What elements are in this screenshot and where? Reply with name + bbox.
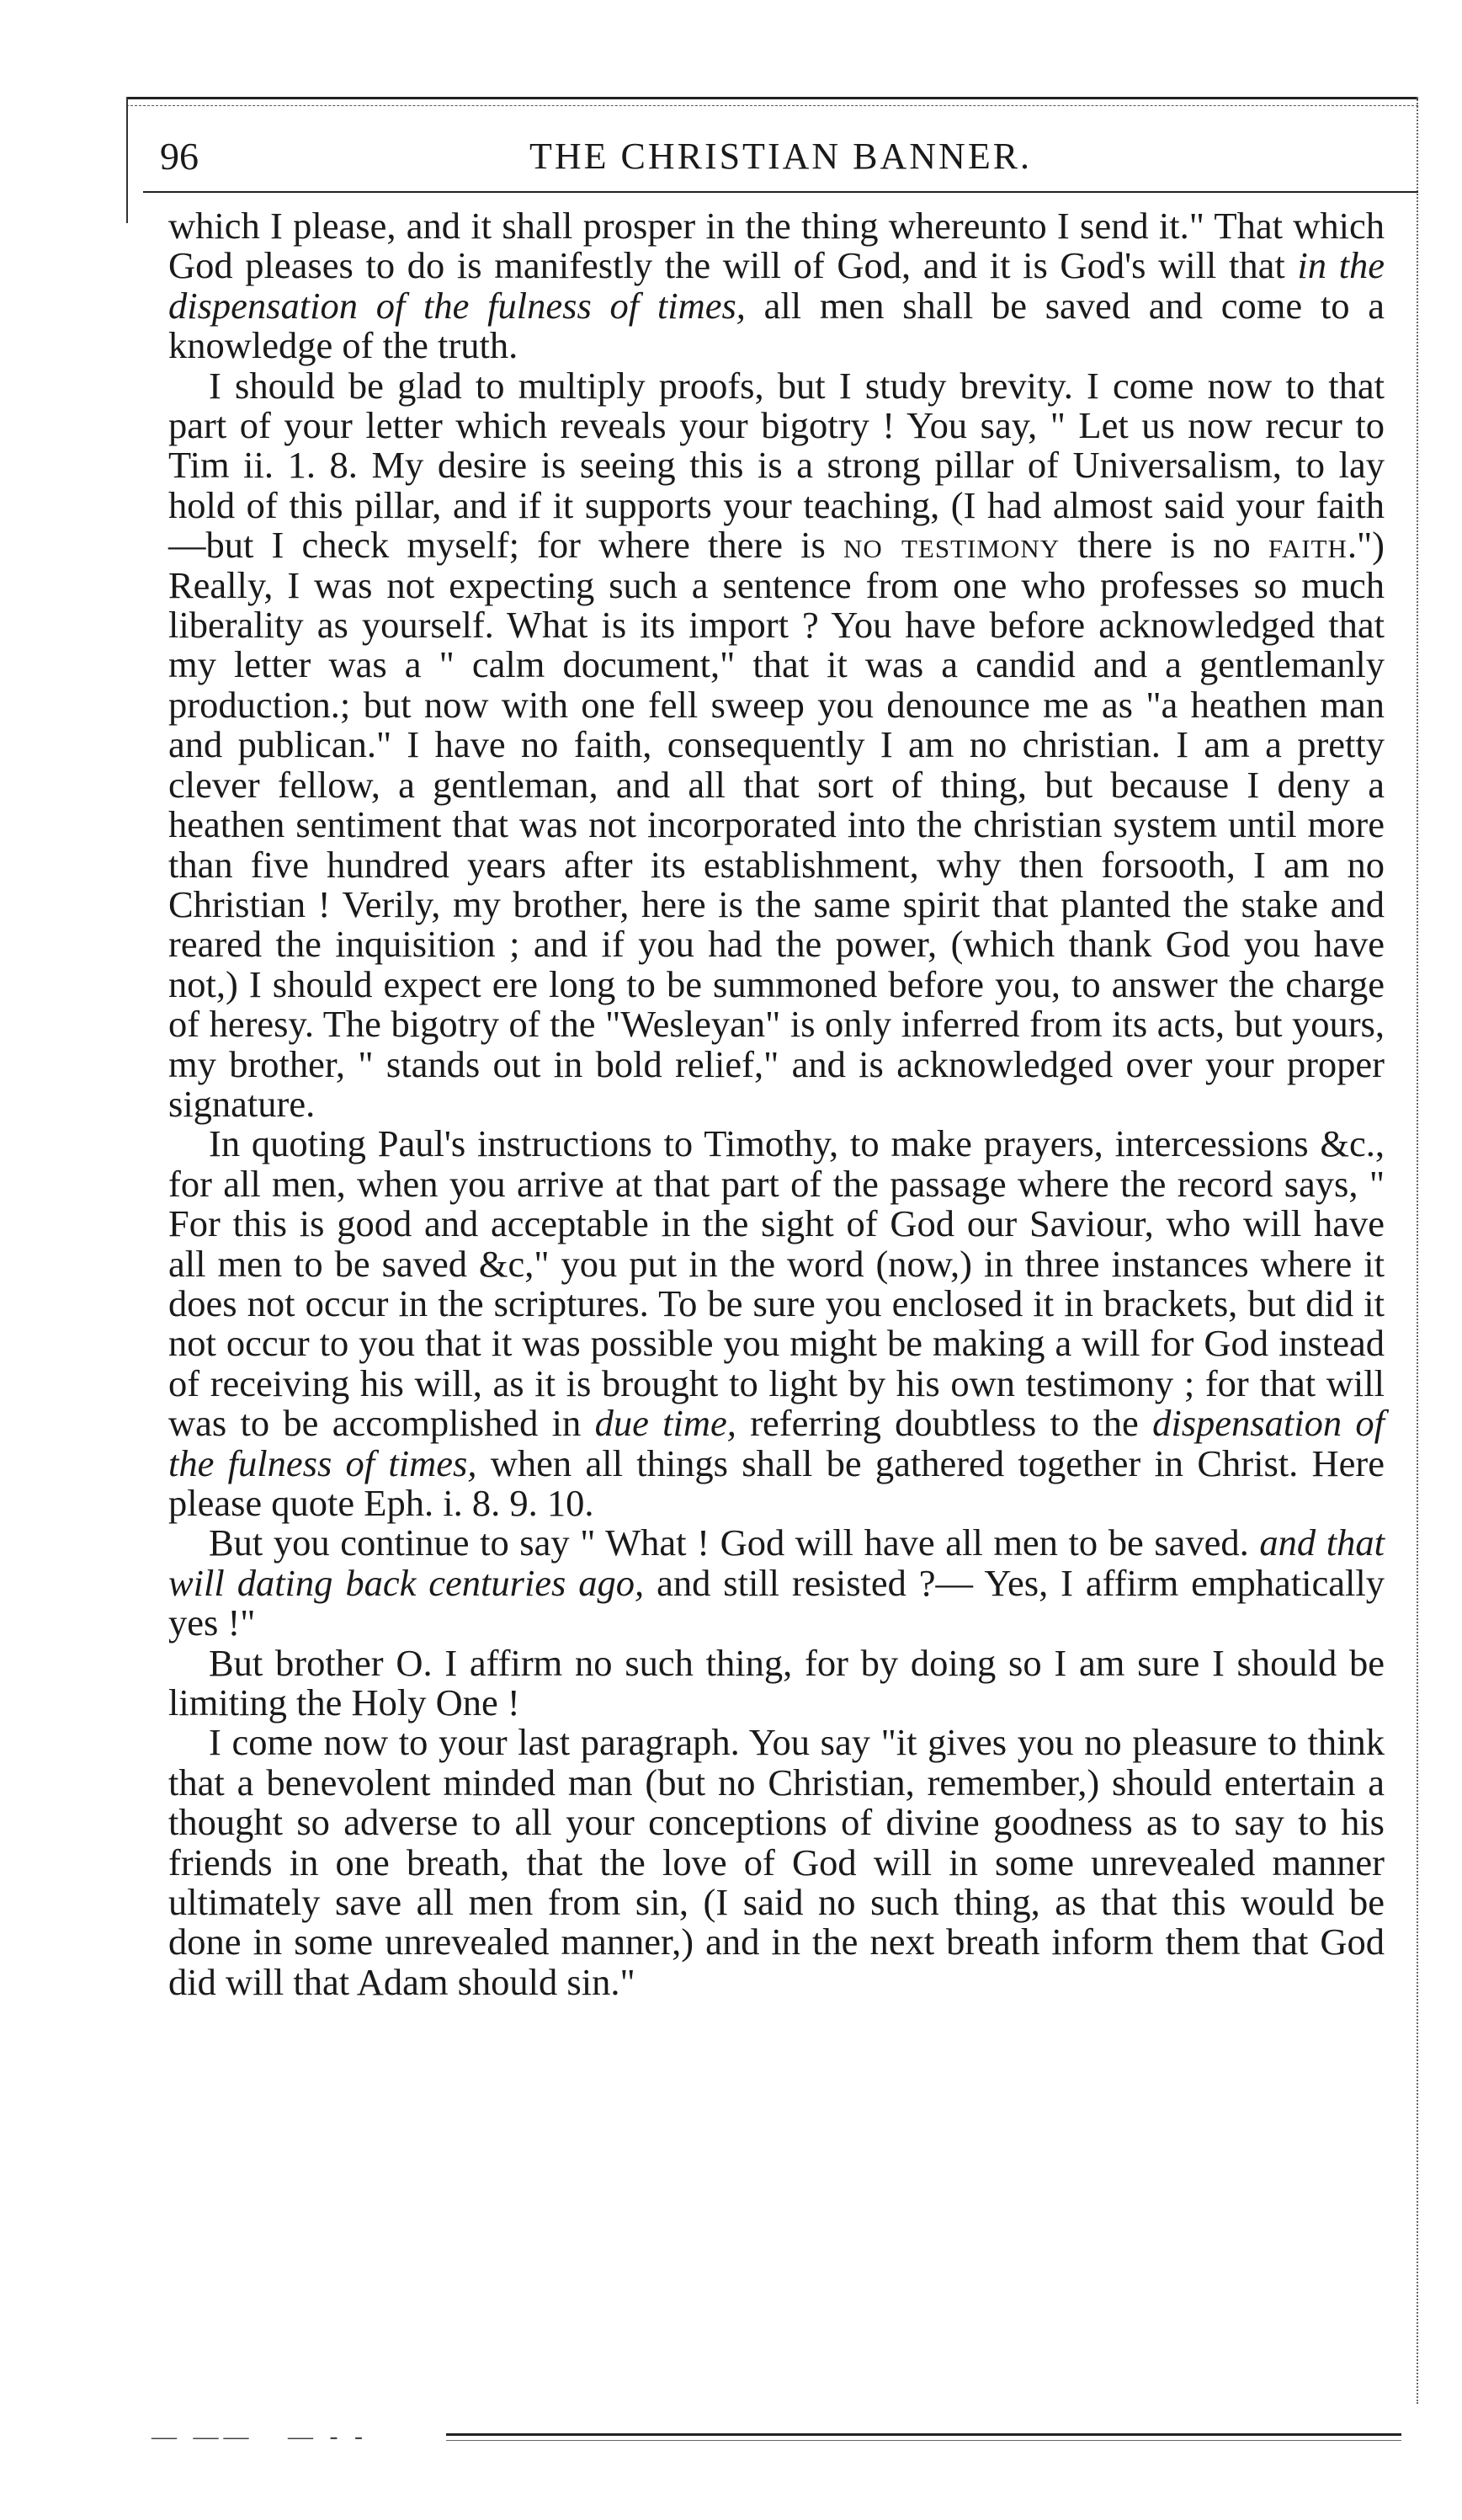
italic-text: in the dispensation of the fulness of times, [168, 244, 1385, 327]
text-run: But brother O. I affirm no such thing, for by doing so I am sure I should be limiting the Holy One ! [168, 1641, 1385, 1724]
text-run: all men shall be saved and come to a knowledge of the truth. [168, 284, 1385, 367]
text-run: I come now to your last paragraph. You say "it gives you no pleasure to think that a benevolent minded man (but no Christian, remember,) should entertain a thought so adverse to all your conceptions of divine goodness as to say to his friends in one breath, that the love of God will in some unrevealed manner ultimately save all men from sin, (I said no such thing, as that this would be done in some unrevealed manner,) and in the next breath inform them that God did will that Adam should sin." [168, 1721, 1385, 2003]
running-title: THE CHRISTIAN BANNER. [529, 135, 1033, 177]
text-run: there is no [1060, 524, 1268, 567]
bottom-dashes: — —— — - - [152, 2422, 368, 2450]
text-run: and still resisted ?— Yes, I affirm emphatically yes !" [168, 1561, 1385, 1644]
paragraph [168, 1723, 1385, 2002]
paragraph [168, 1641, 1385, 1724]
text-run: .") Really, I was not expecting such a sentence from one who professes so much liberality as yourself. What is its import ? You have before acknowledged that my letter was a " calm document," that it was a candid and a gentlemanly production.; but now with one fell sweep you denounce me as "a heathen man and publican." I have no faith, consequently I am no christian. I am a pretty clever fellow, a gentleman, and all that sort of thing, but because I deny a heathen sentiment that was not incorporated into the christian system until more than five hundred years after its establishment, why then forsooth, I am no Christian ! Verily, my brother, here is the same spirit that planted the stake and reared the inquisition ; and if you had the power, (which thank God you have not,) I should expect ere long to be summoned before you, to answer the charge of heresy. The bigotry of the "Wesleyan" is only inferred from its acts, but yours, my brother, " stands out in bold relief," and is acknowledged over your proper signature. [168, 524, 1385, 1125]
top-rule-dashed [126, 105, 1418, 106]
paragraph [168, 206, 1385, 366]
italic-text: due time, [594, 1402, 736, 1445]
text-run: I should be glad to multiply proofs, but I study brevity. I come now to that part of your letter which reveals your bigotry ! You say, " Let us now recur to Tim ii. 1. 8. My desire is seeing this is a strong pillar of Universalism, to lay hold of this pillar, and if it supports your teaching, (I had almost said your faith—but I check myself; for where there is [168, 364, 1385, 567]
small-caps-text: faith [1268, 524, 1348, 567]
left-edge-rule [126, 97, 128, 223]
header-rule [143, 191, 1418, 193]
text-run: But you continue to say " What ! God will have all men to be saved. [209, 1521, 1260, 1564]
text-run: referring doubtless to the [736, 1402, 1153, 1445]
paragraph [168, 1523, 1385, 1643]
italic-text: dispensation of the fulness of times, [168, 1402, 1385, 1484]
top-rule [126, 97, 1418, 99]
page-number: 96 [160, 134, 199, 178]
article-body [168, 206, 1385, 2002]
italic-text: and that will dating back centuries ago, [168, 1521, 1385, 1604]
running-header [160, 122, 1401, 189]
page-frame [126, 97, 1418, 2450]
small-caps-text: no testimony [843, 524, 1061, 567]
text-run: In quoting Paul's instructions to Timothy, to make prayers, intercessions &c., for all men, when you arrive at that part of the passage where the record says, " For this is good and acceptable in the sight of God our Saviour, who will have all men to be saved &c," you put in the word (now,) in three instances where it does not occur in the scriptures. To be sure you enclosed it in brackets, but did it not occur to you that it was possible you might be making a will for God instead of receiving his will, as it is brought to light by his own testimony ; for that will was to be accomplished in [168, 1122, 1385, 1445]
paragraph [168, 366, 1385, 1125]
text-run: when all things shall be gathered together in Christ. Here please quote Eph. i. 8. 9. 10. [168, 1441, 1385, 1524]
text-run: which I please, and it shall prosper in the thing whereunto I send it." That which God pleases to do is manifestly the will of God, and it is God's will that [168, 205, 1385, 287]
bottom-rule-thin [446, 2440, 1401, 2441]
paragraph [168, 1124, 1385, 1523]
right-edge-rule [1417, 97, 1418, 2404]
bottom-rule [446, 2433, 1401, 2436]
